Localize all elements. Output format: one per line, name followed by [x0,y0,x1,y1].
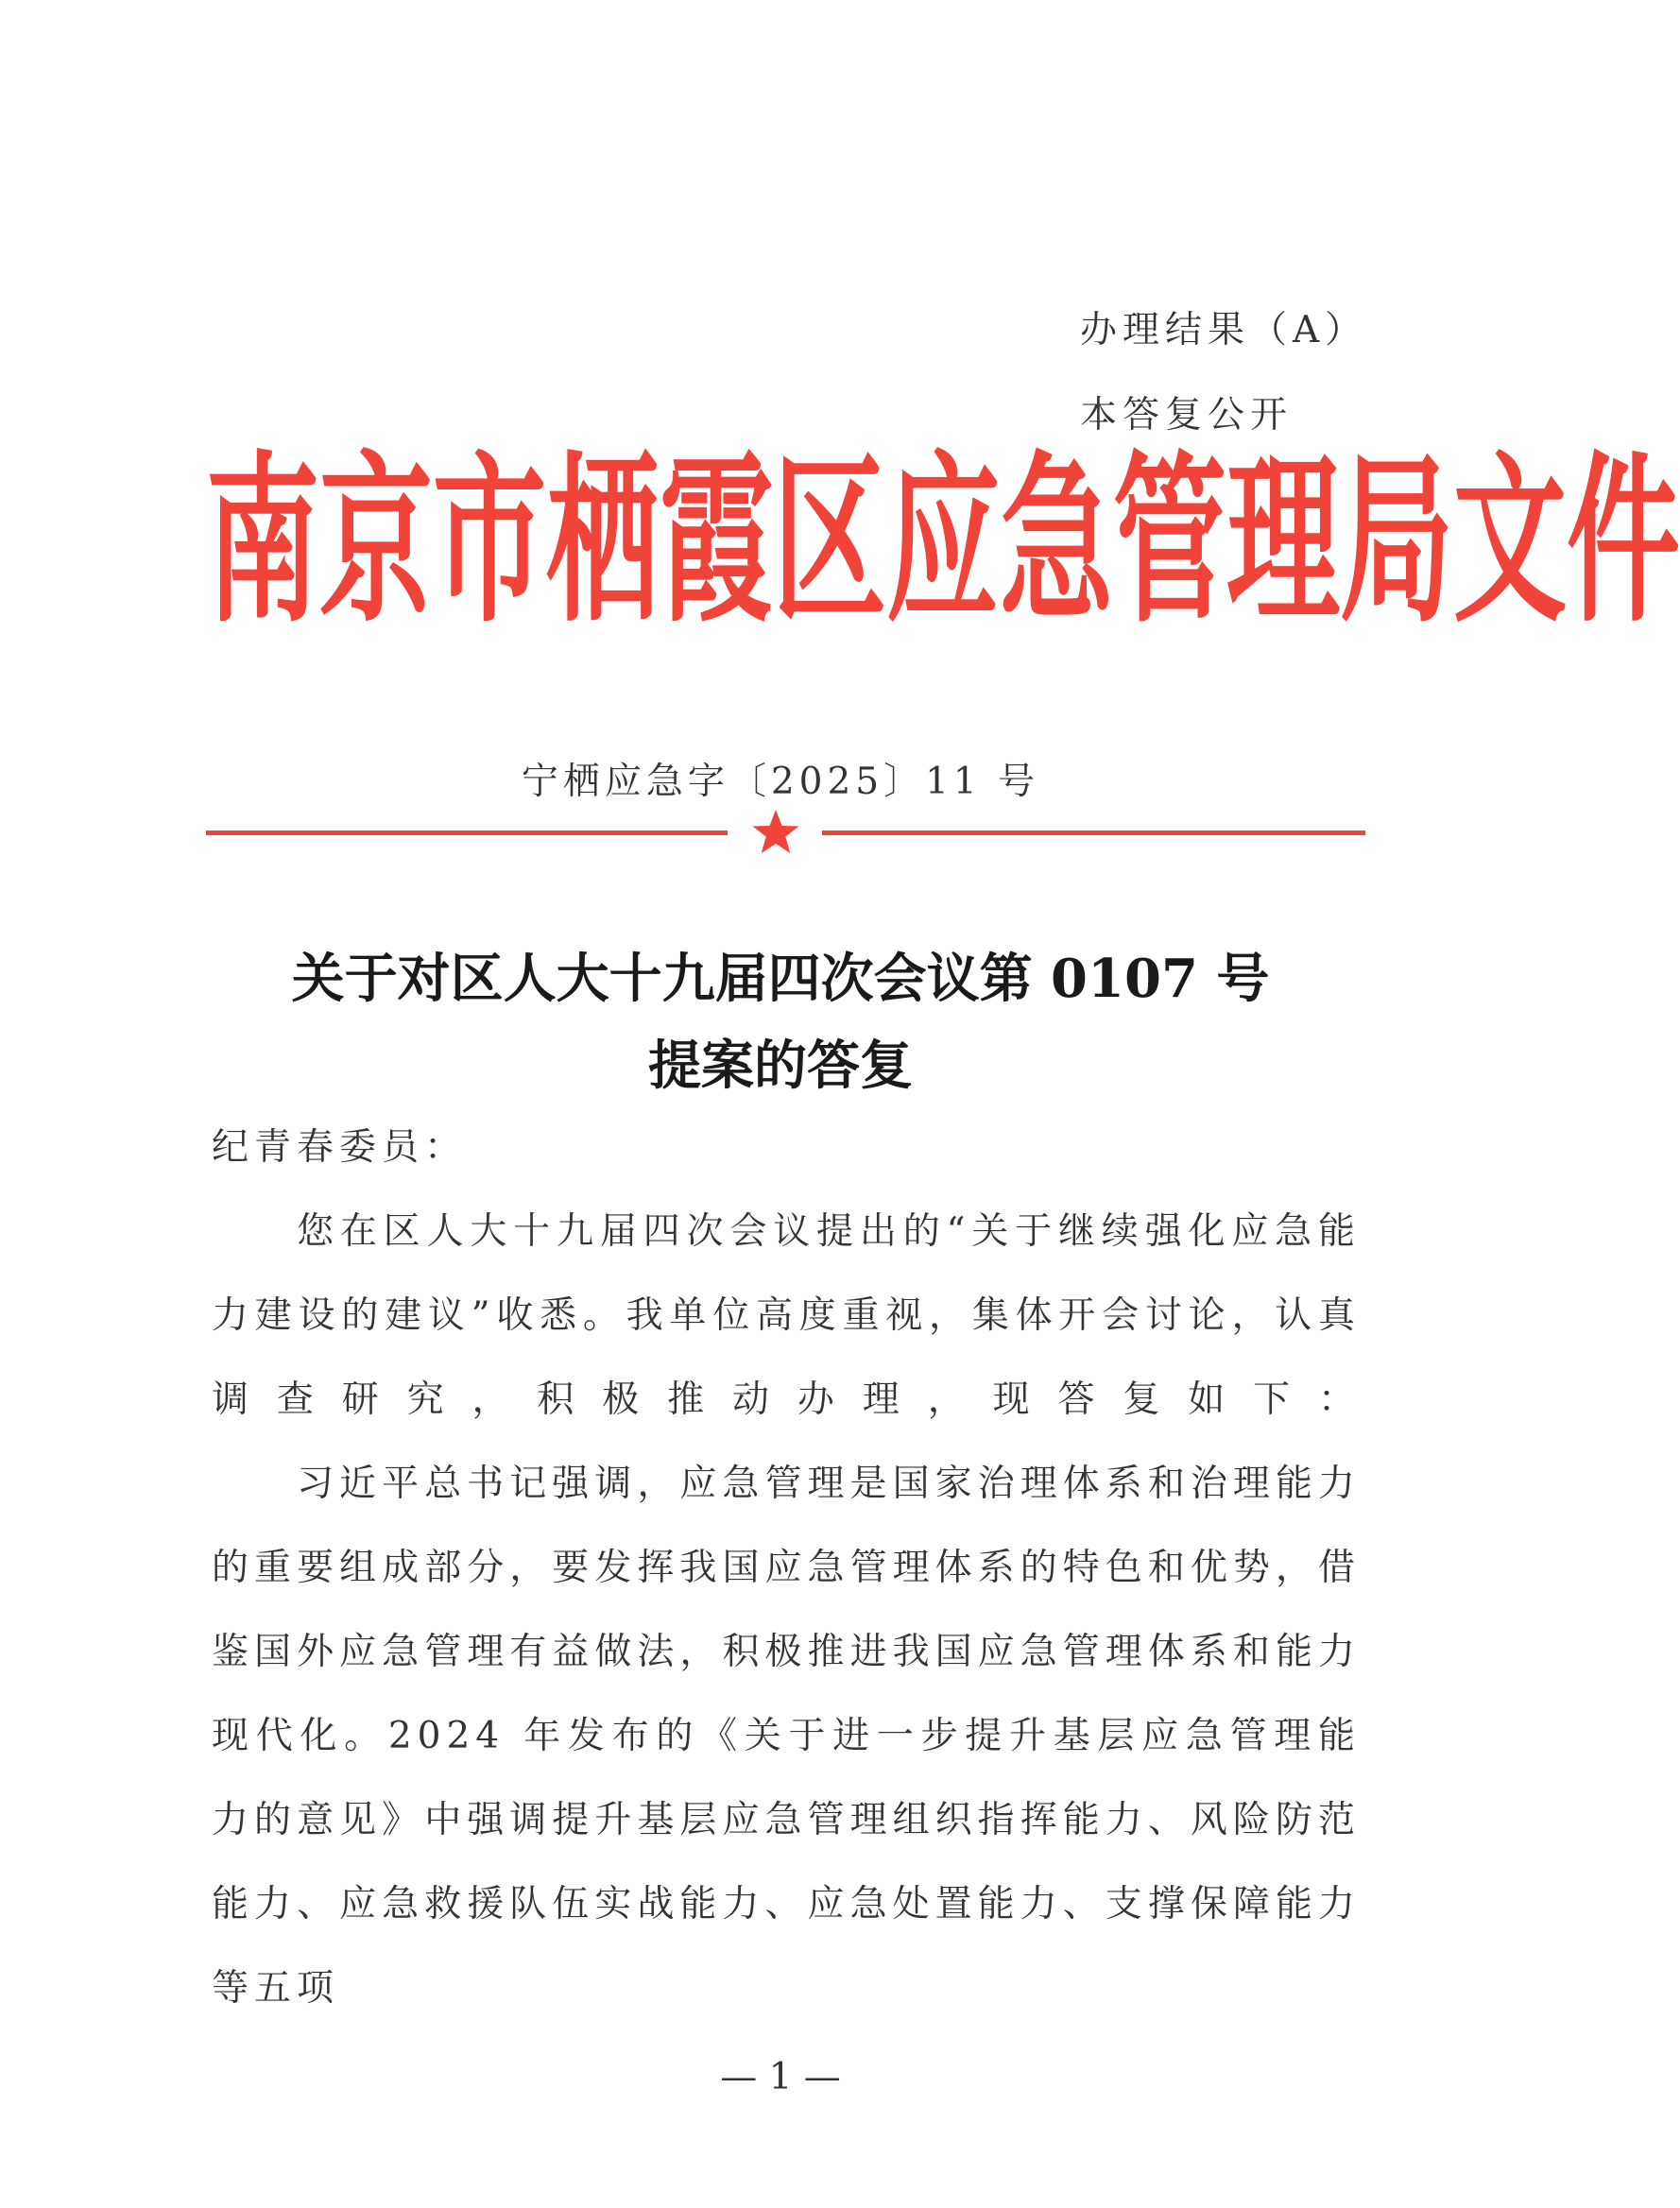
paragraph-policy: 习近平总书记强调，应急管理是国家治理体系和治理能力的重要组成部分，要发挥我国应急管理体系的特色和优势，借鉴国外应急管理有益做法，积极推进我国应急管理体系和能力现代化。2024 年发布的《关于进一步提升基层应急管理能力的意见》中强调提升基层应急管理组织指挥能力、风险防范能力、应急救援队伍实战能力、应急处置能力、支撑保障能力等五项 [212,1463,1361,2010]
red-rule-right [822,830,1365,835]
masthead-char: 件 [1567,437,1680,648]
masthead-char: 急 [1000,437,1113,648]
masthead-char: 区 [773,437,886,648]
masthead-char: 理 [1226,437,1340,648]
status-block [1080,288,1367,458]
title-line-2: 提案的答复 [648,1035,913,1097]
page-number: — 1 — [720,2056,841,2098]
document-number: 宁栖应急字〔2025〕11 号 [521,761,1040,803]
red-rule-left [206,830,728,835]
disclosure-notice: 本答复公开 [1080,394,1294,436]
title-line-1: 关于对区人大十九届四次会议第 0107 号 [291,948,1270,1010]
masthead-char: 栖 [546,437,660,648]
red-star-icon [751,808,800,857]
reply-title [0,935,1561,1109]
document-masthead [206,437,1680,648]
masthead-char: 霞 [660,437,773,648]
masthead-char: 管 [1113,437,1226,648]
paragraph-intro: 您在区人大十九届四次会议提出的“关于继续强化应急能力建设的建议”收悉。我单位高度重视，集体开会讨论，认真调查研究，积极推动办理，现答复如下： [212,1210,1361,1421]
masthead-char: 南 [206,437,319,648]
masthead-char: 应 [886,437,1000,648]
salutation: 纪青春委员： [212,1126,468,1169]
masthead-char: 京 [319,437,433,648]
handling-result: 办理结果（A） [1080,309,1368,351]
masthead-char: 局 [1340,437,1453,648]
masthead-char: 市 [433,437,546,648]
masthead-char: 文 [1453,437,1567,648]
letter-body [212,1105,1361,2030]
